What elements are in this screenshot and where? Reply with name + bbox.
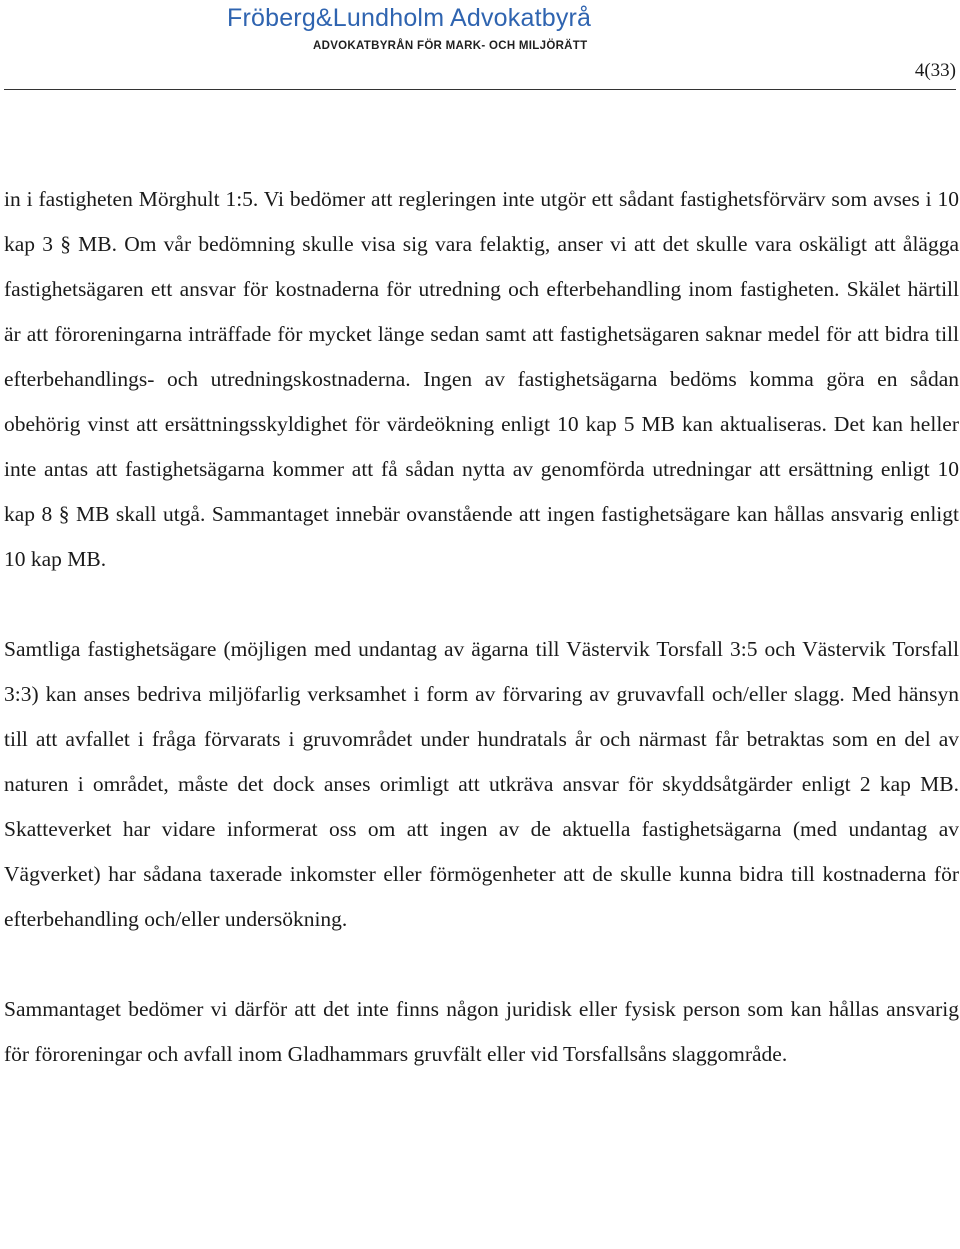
document-body [4,177,959,1077]
page-number: 4(33) [914,60,956,81]
paragraph-liability-assessment: in i fastigheten Mörghult 1:5. Vi bedömer att regleringen inte utgör ett sådant fastighetsförvärv som avses i 10 kap 3 § MB. Om vår bedömning skulle visa sig vara felaktig, anser vi att det skulle vara oskäligt att ålägga fastighetsägaren ett ansvar för kostnaderna för utredning och efterbehandling inom fastigheten. Skälet härtill är att föroreningarna inträffade för mycket länge sedan samt att fastighetsägaren saknar medel för att bidra till efterbehandlings- och utredningskostnaderna. Ingen av fastighetsägarna bedöms komma göra en sådan obehörig vinst att ersättningsskyldighet för värdeökning enligt 10 kap 5 MB kan aktualiseras. Det kan heller inte antas att fastighetsägarna kommer att få sådan nytta av genomförda utredningar att ersättning enligt 10 kap 8 § MB skall utgå. Sammantaget innebär ovanstående att ingen fastighetsägare kan hållas ansvarig enligt 10 kap MB. [4,187,959,571]
header-divider [4,89,956,90]
paragraph-environmental-activity: Samtliga fastighetsägare (möjligen med undantag av ägarna till Västervik Torsfall 3:5 och Västervik Torsfall 3:3) kan anses bedriva miljöfarlig verksamhet i form av förvaring av gruvavfall och/eller slagg. Med hänsyn till att avfallet i fråga förvarats i gruvområdet under hundratals år och närmast får betraktas som en del av naturen i området, måste det dock anses orimligt att utkräva ansvar för skyddsåtgärder enligt 2 kap MB. Skatteverket har vidare informerat oss om att ingen av de aktuella fastighetsägarna (med undantag av Vägverket) har sådana taxerade inkomster eller förmögenheter att de skulle kunna bidra till kostnaderna för efterbehandling och/eller undersökning. [4,637,959,931]
letterhead [0,2,960,62]
paragraph-conclusion: Sammantaget bedömer vi därför att det inte finns någon juridisk eller fysisk person som kan hållas ansvarig för föroreningar och avfall inom Gladhammars gruvfält eller vid Torsfallsåns slaggområde. [4,997,959,1066]
firm-name-logo: Fröberg&Lundholm Advokatbyrå [227,4,592,32]
firm-tagline: ADVOKATBYRÅN FÖR MARK- OCH MILJÖRÄTT [313,40,588,52]
